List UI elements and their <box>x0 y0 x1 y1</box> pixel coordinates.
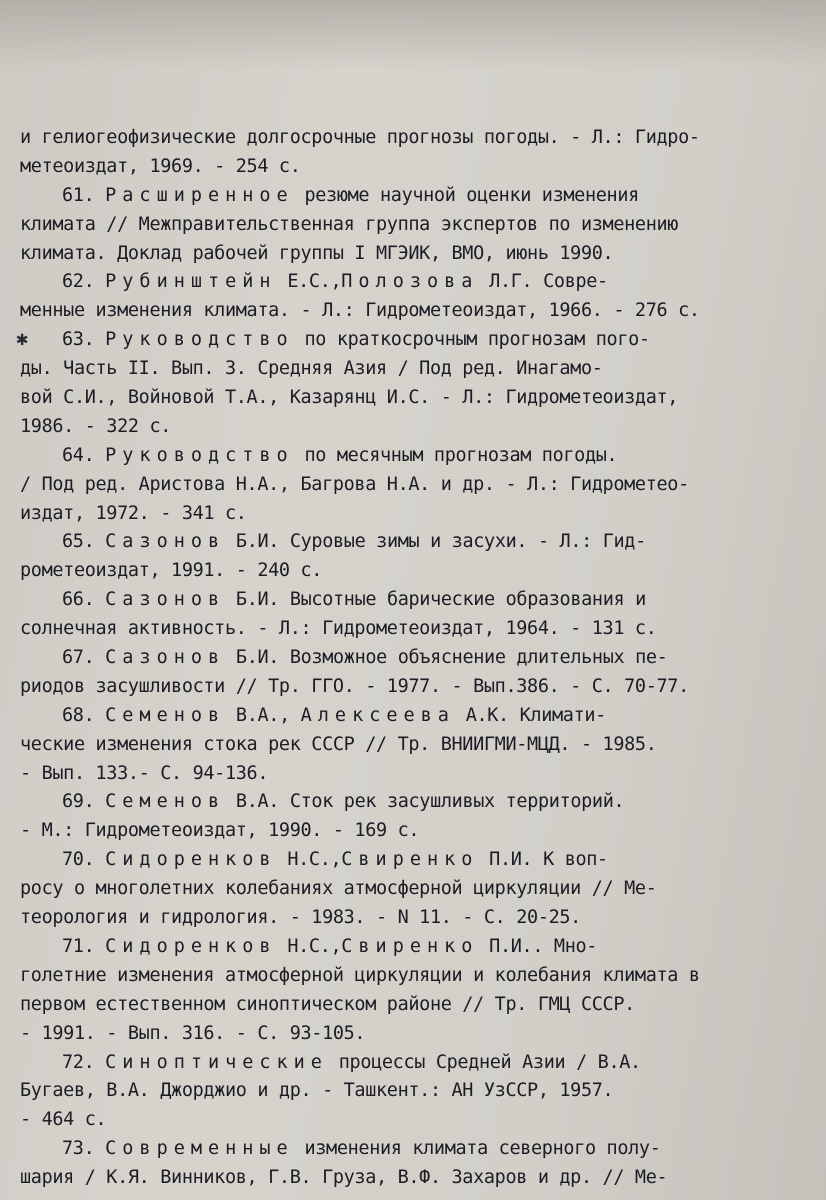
text-line <box>20 384 748 413</box>
line-text: 61. <box>62 184 106 206</box>
spaced-heading-word: Руководство <box>105 329 294 351</box>
text-line <box>20 904 748 933</box>
spaced-heading-word: Рубинштейн <box>105 271 277 293</box>
text-line <box>20 933 748 962</box>
spaced-heading-word: Синоптические <box>105 1051 328 1073</box>
line-text: 69. <box>62 791 106 813</box>
line-text: климата // Межправительственная группа экспертов по изменению <box>20 213 679 235</box>
line-text: по краткосрочным прогнозам пого- <box>293 329 650 351</box>
line-text: - М.: Гидрометеоиздат, 1990. - 169 с. <box>20 820 420 842</box>
line-text: В.А. Сток рек засушливых территорий. <box>225 791 625 813</box>
text-line <box>20 211 748 240</box>
line-text: первом естественном синоптическом районе // Тр. ГМЦ СССР. <box>20 993 635 1015</box>
line-text: 71. <box>62 935 106 957</box>
line-text: 65. <box>62 531 106 553</box>
text-line <box>20 846 748 875</box>
line-text: голетние изменения атмосферной циркуляции и колебания климата в <box>20 964 700 986</box>
line-text: Б.И. Высотные барические образования и <box>225 589 646 611</box>
text-line <box>20 875 748 904</box>
line-text: / Под ред. Аристова Н.А., Багрова Н.А. и др. - Л.: Гидрометео- <box>20 473 689 495</box>
line-text: 68. <box>62 704 106 726</box>
spaced-heading-word: Сазонов <box>105 531 226 553</box>
line-text: Н.С., <box>276 849 342 871</box>
text-line <box>20 355 748 384</box>
spaced-heading-word: Сидоренков <box>105 935 277 957</box>
line-text: издат, 1972. - 341 с. <box>20 502 247 524</box>
text-line <box>20 1049 748 1078</box>
text-line <box>20 702 748 731</box>
line-text: менные изменения климата. - Л.: Гидрометеоиздат, 1966. - 276 с. <box>20 300 700 322</box>
line-text: теорология и гидрология. - 1983. - N 11. - С. 20-25. <box>20 907 581 929</box>
text-line <box>20 557 748 586</box>
line-text: ды. Часть II. Вып. 3. Средняя Азия / Под ред. Инагамо- <box>20 358 603 380</box>
text-line <box>20 673 748 702</box>
line-text: по месячным прогнозам погоды. <box>293 444 618 466</box>
spaced-heading-word: Семенов <box>105 791 226 813</box>
spaced-heading-word: Семенов <box>105 704 226 726</box>
spaced-heading-word: Свиренко <box>341 849 479 871</box>
text-line <box>20 153 748 182</box>
spaced-heading-word: Полозова <box>341 271 479 293</box>
line-text: Б.И. Возможное объяснение длительных пе- <box>225 647 668 669</box>
line-text: Н.С., <box>276 935 342 957</box>
text-line <box>20 1135 748 1164</box>
text-line <box>20 991 748 1020</box>
line-text: - 1991. - Вып. 316. - С. 93-105. <box>20 1022 366 1044</box>
line-text: Б.И. Суровые зимы и засухи. - Л.: Гид- <box>225 531 646 553</box>
text-line <box>20 615 748 644</box>
text-line <box>20 240 748 269</box>
line-text: А.К. Климати- <box>454 704 606 726</box>
text-line <box>20 962 748 991</box>
text-line <box>20 182 748 211</box>
line-text: 62. <box>62 271 106 293</box>
spaced-heading-word: Свиренко <box>341 935 479 957</box>
line-text: 63. <box>62 329 106 351</box>
bibliography-text <box>20 124 748 1193</box>
page-shadow <box>0 0 826 70</box>
text-line <box>20 413 748 442</box>
spaced-heading-word: Сазонов <box>105 647 226 669</box>
line-text: 72. <box>62 1051 106 1073</box>
text-line <box>20 471 748 500</box>
text-line <box>20 586 748 615</box>
line-text: климата. Доклад рабочей группы I МГЭИК, ВМО, июнь 1990. <box>20 242 614 264</box>
text-line <box>20 760 748 789</box>
line-text: 73. <box>62 1138 106 1160</box>
line-text: рометеоиздат, 1991. - 240 с. <box>20 560 323 582</box>
line-text: П.И. К воп- <box>478 849 608 871</box>
line-text: риодов засушливости // Тр. ГГО. - 1977. - Вып.386. - С. 70-77. <box>20 675 689 697</box>
text-line <box>20 731 748 760</box>
line-text: Бугаев, В.А. Джорджио и др. - Ташкент.: АН УзССР, 1957. <box>20 1080 614 1102</box>
line-text: метеоиздат, 1969. - 254 с. <box>20 155 301 177</box>
line-text: 70. <box>62 849 106 871</box>
line-text: П.И.. Мно- <box>478 935 598 957</box>
line-text: росу о многолетних колебаниях атмосферной циркуляции // Ме- <box>20 878 657 900</box>
spaced-heading-word: Сазонов <box>105 589 226 611</box>
line-text: Л.Г. Совре- <box>478 271 608 293</box>
text-line <box>20 528 748 557</box>
line-text: резюме научной оценки изменения <box>293 184 639 206</box>
text-line <box>20 1077 748 1106</box>
spaced-heading-word: Алексеева <box>300 704 455 726</box>
text-line <box>20 500 748 529</box>
line-text: солнечная активность. - Л.: Гидрометеоиздат, 1964. - 131 с. <box>20 618 657 640</box>
text-line <box>20 442 748 471</box>
text-line <box>20 326 748 355</box>
spaced-heading-word: Современные <box>105 1138 294 1160</box>
spaced-heading-word: Сидоренков <box>105 849 277 871</box>
spaced-heading-word: Расширенное <box>105 184 294 206</box>
line-text: вой С.И., Войновой Т.А., Казарянц И.С. - Л.: Гидрометеоиздат, <box>20 387 679 409</box>
line-text: 64. <box>62 444 106 466</box>
text-line <box>20 644 748 673</box>
spaced-heading-word: Руководство <box>105 444 294 466</box>
text-line <box>20 1106 748 1135</box>
line-text: - Вып. 133.- С. 94-136. <box>20 762 269 784</box>
line-text: и гелиогеофизические долгосрочные прогнозы погоды. - Л.: Гидро- <box>20 127 700 148</box>
line-text: - 464 с. <box>20 1109 107 1131</box>
line-text: изменения климата северного полу- <box>293 1138 661 1160</box>
line-text: 1986. - 322 с. <box>20 415 172 437</box>
text-line <box>20 1164 748 1193</box>
line-text: 66. <box>62 589 106 611</box>
line-text: ческие изменения стока рек СССР // Тр. ВНИИГМИ-МЦД. - 1985. <box>20 733 657 755</box>
line-text: Е.С., <box>276 271 342 293</box>
text-line <box>20 124 748 153</box>
text-line <box>20 268 748 297</box>
text-line <box>20 1020 748 1049</box>
text-line <box>20 297 748 326</box>
line-text: шария / К.Я. Винников, Г.В. Груза, В.Ф. Захаров и др. // Ме- <box>20 1167 668 1189</box>
text-line <box>20 817 748 846</box>
margin-mark-icon: ✱ <box>16 326 29 350</box>
line-text: В.А., <box>225 704 301 726</box>
line-text: процессы Средней Азии / В.А. <box>327 1051 641 1073</box>
text-line <box>20 788 748 817</box>
line-text: 67. <box>62 647 106 669</box>
